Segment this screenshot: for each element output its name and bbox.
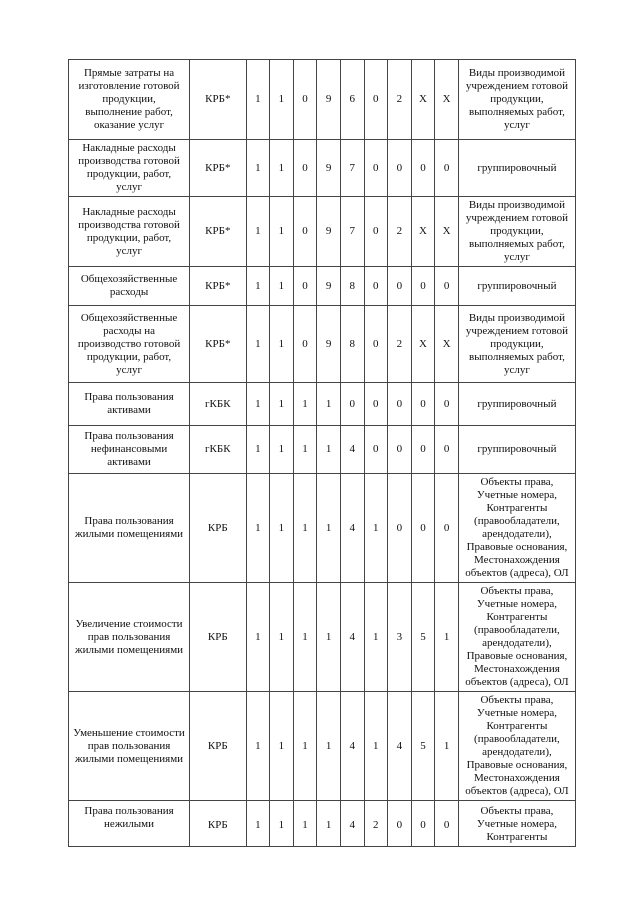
analytics-description-cell: Виды производимой учреждением готовой продукции, выполняемых работ, услуг bbox=[458, 197, 575, 267]
account-digit-cell: 0 bbox=[411, 383, 435, 426]
account-digit-cell: 0 bbox=[293, 267, 317, 306]
account-digit-cell: 1 bbox=[293, 383, 317, 426]
account-digit-cell: 0 bbox=[340, 383, 364, 426]
account-digit-cell: 0 bbox=[435, 474, 459, 583]
account-digit-cell: 0 bbox=[411, 474, 435, 583]
account-digit-cell: 0 bbox=[388, 801, 412, 847]
account-code-cell: КРБ* bbox=[190, 197, 246, 267]
account-digit-cell: 9 bbox=[317, 197, 341, 267]
table-row bbox=[69, 474, 576, 583]
account-digit-cell: 0 bbox=[411, 801, 435, 847]
account-digit-cell: 0 bbox=[293, 197, 317, 267]
account-digit-cell: 1 bbox=[246, 60, 270, 140]
table-row bbox=[69, 140, 576, 197]
account-digit-cell: 1 bbox=[270, 267, 294, 306]
account-digit-cell: 6 bbox=[340, 60, 364, 140]
account-digit-cell: 1 bbox=[270, 306, 294, 383]
account-digit-cell: 2 bbox=[388, 60, 412, 140]
account-digit-cell: 1 bbox=[246, 140, 270, 197]
account-digit-cell: 4 bbox=[340, 426, 364, 474]
table-row bbox=[69, 692, 576, 801]
analytics-description-cell: Виды производимой учреждением готовой продукции, выполняемых работ, услуг bbox=[458, 60, 575, 140]
account-name-cell: Права пользования активами bbox=[69, 383, 190, 426]
account-code-cell: гКБК bbox=[190, 383, 246, 426]
account-digit-cell: 2 bbox=[388, 197, 412, 267]
account-digit-cell: 1 bbox=[317, 474, 341, 583]
account-digit-cell: 1 bbox=[246, 583, 270, 692]
account-digit-cell: 1 bbox=[246, 197, 270, 267]
account-code-cell: КРБ bbox=[190, 801, 246, 847]
account-digit-cell: 1 bbox=[270, 426, 294, 474]
table-row bbox=[69, 583, 576, 692]
account-digit-cell: 1 bbox=[270, 60, 294, 140]
analytics-description-cell: Объекты права, Учетные номера, Контрагенты (правообладатели, арендодатели), Правовые основания, Местонахождения объектов (адреса), ОЛ bbox=[458, 583, 575, 692]
account-code-cell: КРБ bbox=[190, 692, 246, 801]
account-digit-cell: 0 bbox=[293, 140, 317, 197]
account-digit-cell: 5 bbox=[411, 583, 435, 692]
account-digit-cell: 0 bbox=[435, 267, 459, 306]
account-code-cell: КРБ bbox=[190, 583, 246, 692]
account-code-cell: КРБ* bbox=[190, 60, 246, 140]
account-digit-cell: 0 bbox=[364, 60, 388, 140]
account-digit-cell: 1 bbox=[246, 426, 270, 474]
account-digit-cell: 1 bbox=[246, 383, 270, 426]
account-code-cell: КРБ* bbox=[190, 140, 246, 197]
account-digit-cell: 1 bbox=[246, 474, 270, 583]
account-digit-cell: 1 bbox=[270, 383, 294, 426]
account-digit-cell: 0 bbox=[364, 306, 388, 383]
account-digit-cell: 0 bbox=[364, 140, 388, 197]
account-digit-cell: 1 bbox=[317, 583, 341, 692]
account-digit-cell: 9 bbox=[317, 306, 341, 383]
account-digit-cell: 0 bbox=[388, 383, 412, 426]
account-name-cell: Общехозяйственные расходы bbox=[69, 267, 190, 306]
account-digit-cell: 7 bbox=[340, 197, 364, 267]
account-code-cell: КРБ bbox=[190, 474, 246, 583]
account-digit-cell: 0 bbox=[364, 197, 388, 267]
account-digit-cell: 0 bbox=[388, 474, 412, 583]
account-digit-cell: 1 bbox=[435, 583, 459, 692]
account-digit-cell: 8 bbox=[340, 306, 364, 383]
account-digit-cell: 0 bbox=[364, 426, 388, 474]
account-digit-cell: X bbox=[411, 306, 435, 383]
account-digit-cell: 1 bbox=[364, 692, 388, 801]
account-digit-cell: 1 bbox=[293, 583, 317, 692]
analytics-description-cell: группировочный bbox=[458, 140, 575, 197]
account-name-cell: Права пользования нежилыми bbox=[69, 801, 190, 847]
account-digit-cell: 1 bbox=[435, 692, 459, 801]
account-digit-cell: 8 bbox=[340, 267, 364, 306]
account-digit-cell: 1 bbox=[293, 474, 317, 583]
table-row bbox=[69, 426, 576, 474]
account-digit-cell: 1 bbox=[293, 801, 317, 847]
account-code-cell: КРБ* bbox=[190, 306, 246, 383]
account-digit-cell: 0 bbox=[388, 426, 412, 474]
account-digit-cell: 1 bbox=[317, 801, 341, 847]
account-digit-cell: 1 bbox=[364, 583, 388, 692]
account-digit-cell: 1 bbox=[364, 474, 388, 583]
account-digit-cell: 0 bbox=[435, 426, 459, 474]
account-digit-cell: 0 bbox=[293, 60, 317, 140]
accounts-table bbox=[68, 59, 576, 847]
account-digit-cell: X bbox=[435, 197, 459, 267]
analytics-description-cell: Объекты права, Учетные номера, Контрагенты (правообладатели, арендодатели), Правовые основания, Местонахождения объектов (адреса), ОЛ bbox=[458, 692, 575, 801]
account-name-cell: Увеличение стоимости прав пользования жилыми помещениями bbox=[69, 583, 190, 692]
account-digit-cell: X bbox=[411, 60, 435, 140]
account-name-cell: Права пользования жилыми помещениями bbox=[69, 474, 190, 583]
account-digit-cell: 0 bbox=[364, 383, 388, 426]
account-digit-cell: 9 bbox=[317, 267, 341, 306]
table-row bbox=[69, 306, 576, 383]
account-digit-cell: 9 bbox=[317, 140, 341, 197]
account-digit-cell: X bbox=[435, 306, 459, 383]
account-digit-cell: 1 bbox=[270, 692, 294, 801]
account-digit-cell: 1 bbox=[317, 692, 341, 801]
account-digit-cell: 1 bbox=[270, 801, 294, 847]
account-digit-cell: 0 bbox=[411, 267, 435, 306]
account-digit-cell: X bbox=[435, 60, 459, 140]
analytics-description-cell: группировочный bbox=[458, 426, 575, 474]
account-digit-cell: 3 bbox=[388, 583, 412, 692]
account-digit-cell: 1 bbox=[317, 383, 341, 426]
table-row bbox=[69, 197, 576, 267]
table-row bbox=[69, 60, 576, 140]
account-digit-cell: 2 bbox=[388, 306, 412, 383]
account-digit-cell: 0 bbox=[411, 426, 435, 474]
account-digit-cell: 1 bbox=[293, 426, 317, 474]
table-row bbox=[69, 267, 576, 306]
account-digit-cell: 1 bbox=[293, 692, 317, 801]
account-code-cell: КРБ* bbox=[190, 267, 246, 306]
account-digit-cell: 4 bbox=[340, 692, 364, 801]
account-digit-cell: 9 bbox=[317, 60, 341, 140]
account-digit-cell: 4 bbox=[388, 692, 412, 801]
account-digit-cell: 2 bbox=[364, 801, 388, 847]
table-row bbox=[69, 801, 576, 847]
account-digit-cell: 4 bbox=[340, 583, 364, 692]
account-digit-cell: 0 bbox=[435, 801, 459, 847]
account-digit-cell: 0 bbox=[293, 306, 317, 383]
account-code-cell: гКБК bbox=[190, 426, 246, 474]
account-digit-cell: 1 bbox=[317, 426, 341, 474]
analytics-description-cell: Объекты права, Учетные номера, Контрагенты bbox=[458, 801, 575, 847]
account-digit-cell: 4 bbox=[340, 801, 364, 847]
account-digit-cell: 0 bbox=[435, 140, 459, 197]
account-name-cell: Прямые затраты на изготовление готовой продукции, выполнение работ, оказание услуг bbox=[69, 60, 190, 140]
account-name-cell: Накладные расходы производства готовой продукции, работ, услуг bbox=[69, 140, 190, 197]
analytics-description-cell: Виды производимой учреждением готовой продукции, выполняемых работ, услуг bbox=[458, 306, 575, 383]
account-digit-cell: X bbox=[411, 197, 435, 267]
table-row bbox=[69, 383, 576, 426]
account-digit-cell: 0 bbox=[364, 267, 388, 306]
account-digit-cell: 0 bbox=[388, 140, 412, 197]
account-digit-cell: 7 bbox=[340, 140, 364, 197]
account-digit-cell: 1 bbox=[270, 583, 294, 692]
account-digit-cell: 1 bbox=[270, 197, 294, 267]
account-digit-cell: 0 bbox=[388, 267, 412, 306]
analytics-description-cell: группировочный bbox=[458, 383, 575, 426]
account-digit-cell: 1 bbox=[270, 474, 294, 583]
analytics-description-cell: группировочный bbox=[458, 267, 575, 306]
account-digit-cell: 1 bbox=[246, 306, 270, 383]
account-digit-cell: 1 bbox=[246, 801, 270, 847]
account-name-cell: Общехозяйственные расходы на производство готовой продукции, работ, услуг bbox=[69, 306, 190, 383]
account-digit-cell: 4 bbox=[340, 474, 364, 583]
account-digit-cell: 5 bbox=[411, 692, 435, 801]
account-name-cell: Уменьшение стоимости прав пользования жилыми помещениями bbox=[69, 692, 190, 801]
account-digit-cell: 0 bbox=[435, 383, 459, 426]
account-name-cell: Права пользования нефинансовыми активами bbox=[69, 426, 190, 474]
account-digit-cell: 1 bbox=[270, 140, 294, 197]
account-name-cell: Накладные расходы производства готовой продукции, работ, услуг bbox=[69, 197, 190, 267]
account-digit-cell: 0 bbox=[411, 140, 435, 197]
account-digit-cell: 1 bbox=[246, 692, 270, 801]
analytics-description-cell: Объекты права, Учетные номера, Контрагенты (правообладатели, арендодатели), Правовые основания, Местонахождения объектов (адреса), ОЛ bbox=[458, 474, 575, 583]
account-digit-cell: 1 bbox=[246, 267, 270, 306]
